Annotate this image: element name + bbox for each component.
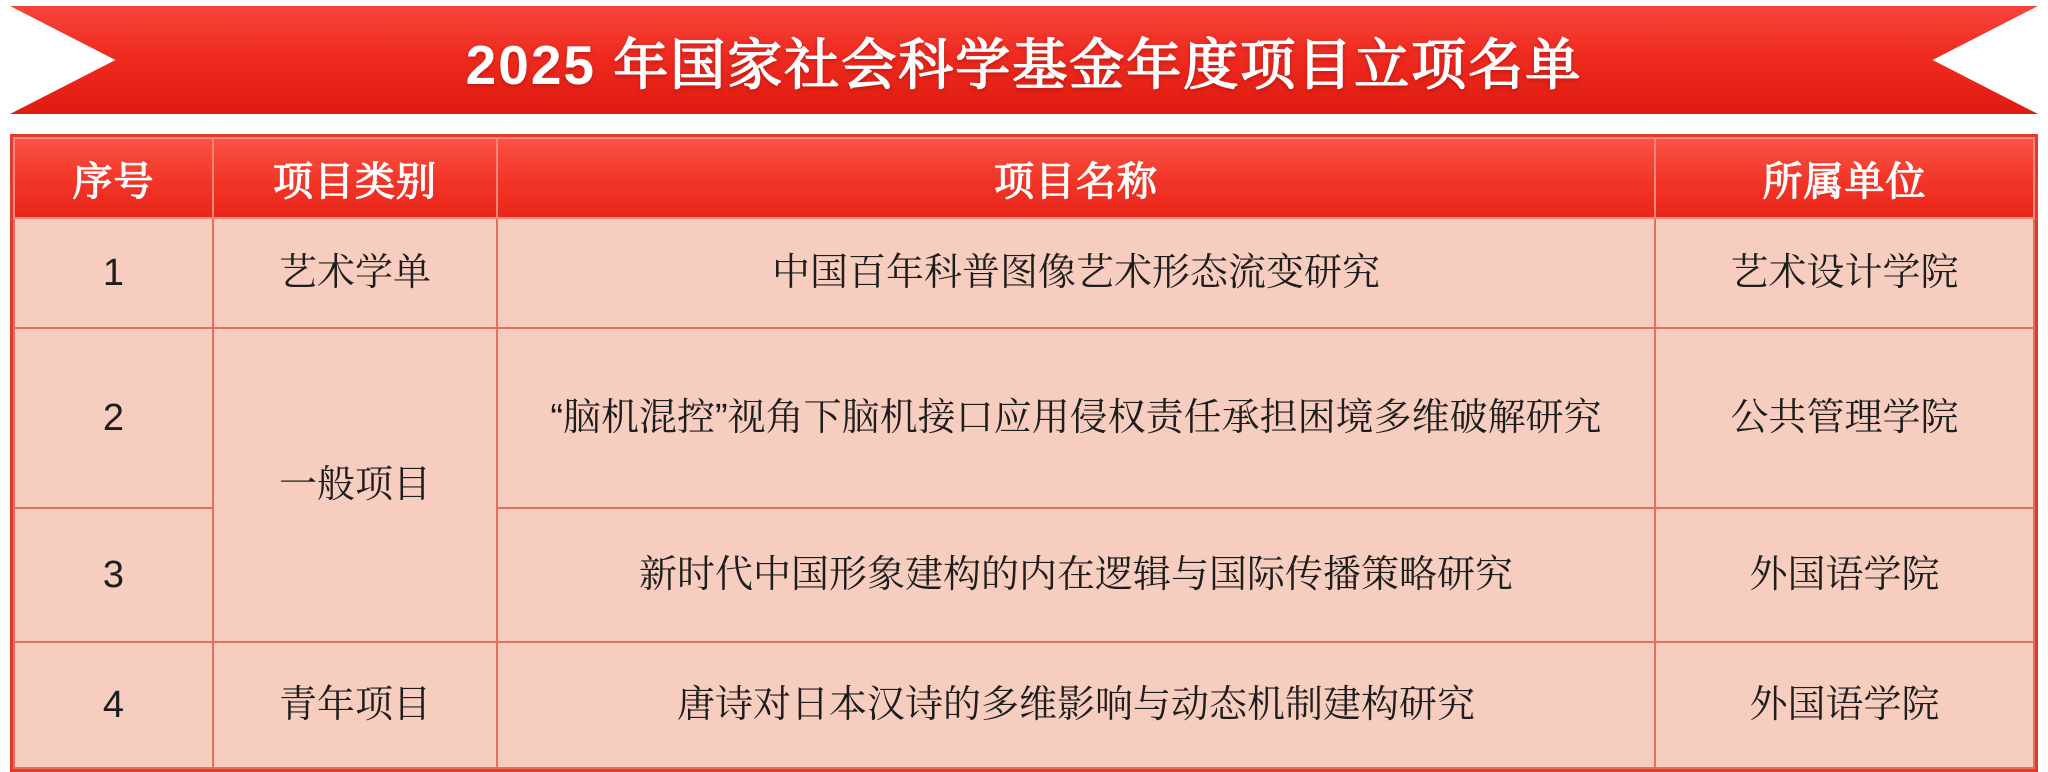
column-header-unit: 所属单位 [1655,138,2034,218]
cell-category: 一般项目 [213,328,497,642]
cell-unit: 艺术设计学院 [1655,218,2034,328]
cell-index: 4 [14,642,213,768]
table-row [14,642,2034,768]
table-header-row [14,138,2034,218]
table-body [14,218,2034,768]
cell-title: “脑机混控”视角下脑机接口应用侵权责任承担困境多维破解研究 [497,328,1655,508]
cell-unit: 外国语学院 [1655,508,2034,642]
listing-table-container [10,134,2038,772]
table-row [14,218,2034,328]
banner [10,0,2038,120]
column-header-index: 序号 [14,138,213,218]
page-title: 2025 年国家社会科学基金年度项目立项名单 [465,33,1583,96]
column-header-category: 项目类别 [213,138,497,218]
cell-index: 3 [14,508,213,642]
cell-index: 1 [14,218,213,328]
table-header [14,138,2034,218]
column-header-title: 项目名称 [497,138,1655,218]
cell-category: 青年项目 [213,642,497,768]
cell-title: 新时代中国形象建构的内在逻辑与国际传播策略研究 [497,508,1655,642]
table-row [14,328,2034,508]
cell-index: 2 [14,328,213,508]
cell-title: 唐诗对日本汉诗的多维影响与动态机制建构研究 [497,642,1655,768]
cell-category: 艺术学单 [213,218,497,328]
cell-unit: 公共管理学院 [1655,328,2034,508]
listing-table [13,137,2035,769]
cell-unit: 外国语学院 [1655,642,2034,768]
cell-title: 中国百年科普图像艺术形态流变研究 [497,218,1655,328]
